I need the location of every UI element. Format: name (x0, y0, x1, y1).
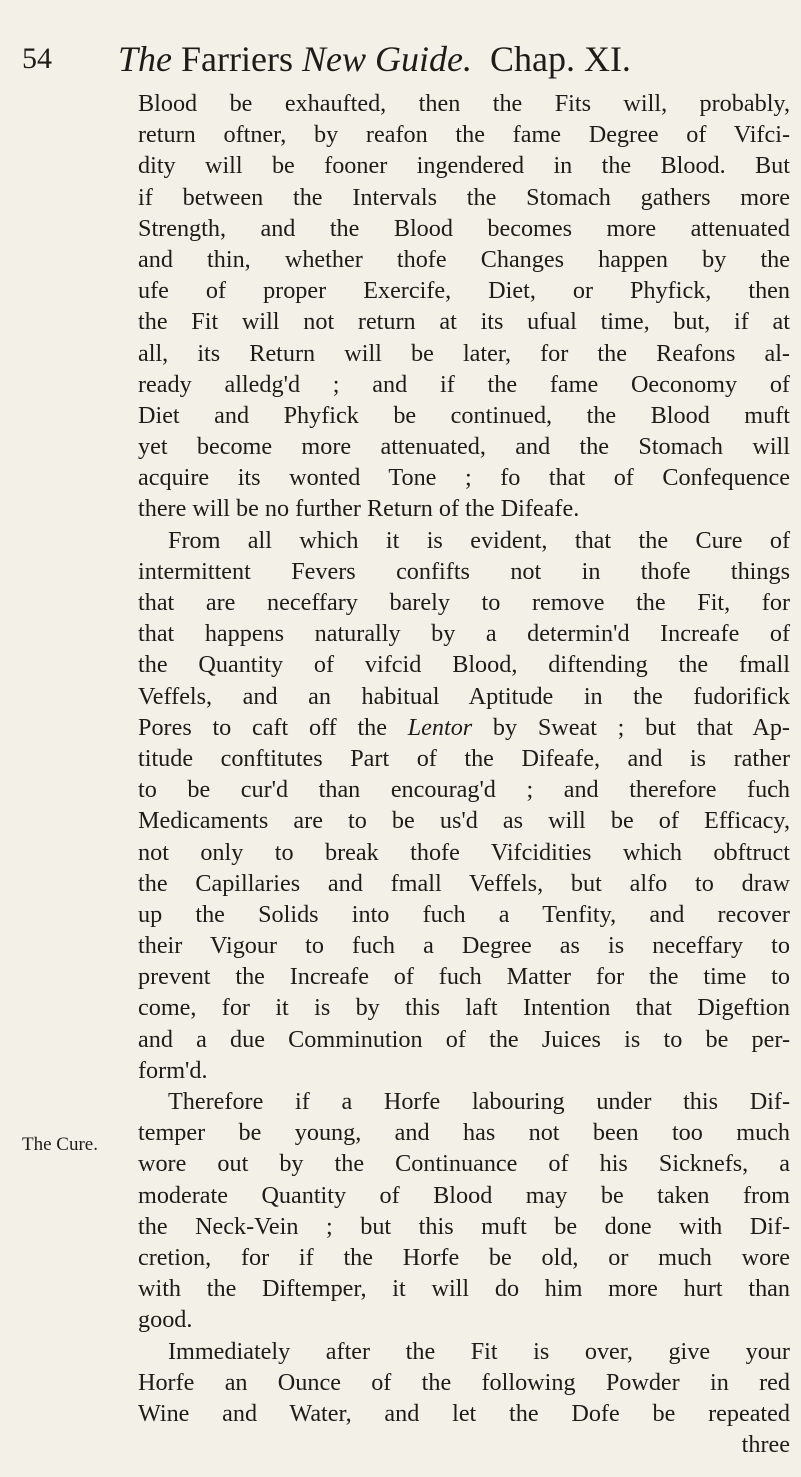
text-line: Medicaments are to be us'd as will be of Efficacy, (138, 807, 790, 835)
text-line: cretion, for if the Horfe be old, or much wore (138, 1243, 790, 1271)
text-line: to be cur'd than encourag'd ; and therefore fuch (138, 776, 790, 804)
text-line: that are neceffary barely to remove the Fit, for (138, 589, 790, 616)
text-line: acquire its wonted Tone ; fo that of Confequence (138, 464, 790, 492)
text-line: moderate Quantity of Blood may be taken from (138, 1181, 790, 1209)
text-line: temper be young, and has not been too much (138, 1119, 790, 1147)
running-head-new-guide: New Guide. (301, 39, 472, 79)
text-line: and thin, whether thofe Changes happen by the (138, 245, 790, 273)
text-line: titude conftitutes Part of the Difeafe, and is rather (138, 744, 790, 772)
page-number: 54 (22, 42, 52, 75)
text-line: all, its Return will be later, for the Reafons al- (138, 339, 790, 367)
text-line: dity will be fooner ingendered in the Blood. But (138, 152, 790, 180)
text-line: if between the Intervals the Stomach gathers more (138, 183, 790, 211)
text-line: Immediately after the Fit is over, give your (168, 1337, 790, 1365)
text-line: return oftner, by reafon the fame Degree of Vifci- (138, 121, 790, 149)
text-line: up the Solids into fuch a Tenfity, and recover (138, 900, 790, 928)
text-line-head: Pores to caft off the (138, 713, 408, 741)
text-line: the Fit will not return at its ufual time, but, if at (138, 308, 790, 336)
text-line: their Vigour to fuch a Degree as is neceffary to (138, 932, 790, 960)
text-line: prevent the Increafe of fuch Matter for the time to (138, 963, 790, 991)
text-line: and a due Comminution of the Juices is to be per- (138, 1025, 790, 1053)
text-line: Therefore if a Horfe labouring under this Dif- (168, 1088, 790, 1115)
text-line: good. (138, 1306, 193, 1334)
text-line: that happens naturally by a determin'd Increafe of (138, 620, 790, 648)
text-line: form'd. (138, 1056, 208, 1084)
text-line: Wine and Water, and let the Dofe be repeated (138, 1399, 790, 1427)
text-line: Blood be exhaufted, then the Fits will, probably, (138, 90, 790, 117)
text-line: intermittent Fevers confifts not in thofe things (138, 557, 790, 585)
text-line: not only to break thofe Vifcidities which obftruct (138, 838, 790, 866)
body-text (138, 88, 790, 1460)
running-head (118, 38, 788, 80)
margin-note: The Cure. (22, 1134, 98, 1155)
text-line: ready alledg'd ; and if the fame Oeconomy of (138, 370, 790, 398)
catchword: three (741, 1431, 790, 1459)
text-line-lentor (138, 712, 790, 743)
text-line: Horfe an Ounce of the following Powder in red (138, 1368, 790, 1396)
text-line: Veffels, and an habitual Aptitude in the fudorifick (138, 682, 790, 710)
text-line-tail: by Sweat ; but that Ap- (472, 713, 790, 741)
text-line: the Neck-Vein ; but this muft be done with Dif- (138, 1212, 790, 1240)
running-head-the: The (118, 39, 172, 79)
text-line: the Quantity of vifcid Blood, diftending the fmall (138, 651, 790, 679)
running-head-chapter: Chap. XI. (489, 39, 631, 79)
text-line: wore out by the Continuance of his Sicknefs, a (138, 1150, 790, 1178)
text-line: ufe of proper Exercife, Diet, or Phyfick, then (138, 277, 790, 305)
text-line: with the Diftemper, it will do him more hurt than (138, 1275, 790, 1303)
text-line: come, for it is by this laft Intention that Digeftion (138, 994, 790, 1022)
text-line: Strength, and the Blood becomes more attenuated (138, 214, 790, 242)
text-line: Diet and Phyfick be continued, the Blood muft (138, 401, 790, 429)
text-line: there will be no further Return of the Difeafe. (138, 495, 580, 523)
text-line: From all which it is evident, that the Cure of (168, 526, 790, 554)
running-head-farriers: Farriers (172, 39, 302, 79)
lentor-word: Lentor (407, 713, 473, 741)
text-line: yet become more attenuated, and the Stomach will (138, 433, 790, 461)
text-line: the Capillaries and fmall Veffels, but alfo to draw (138, 869, 790, 897)
